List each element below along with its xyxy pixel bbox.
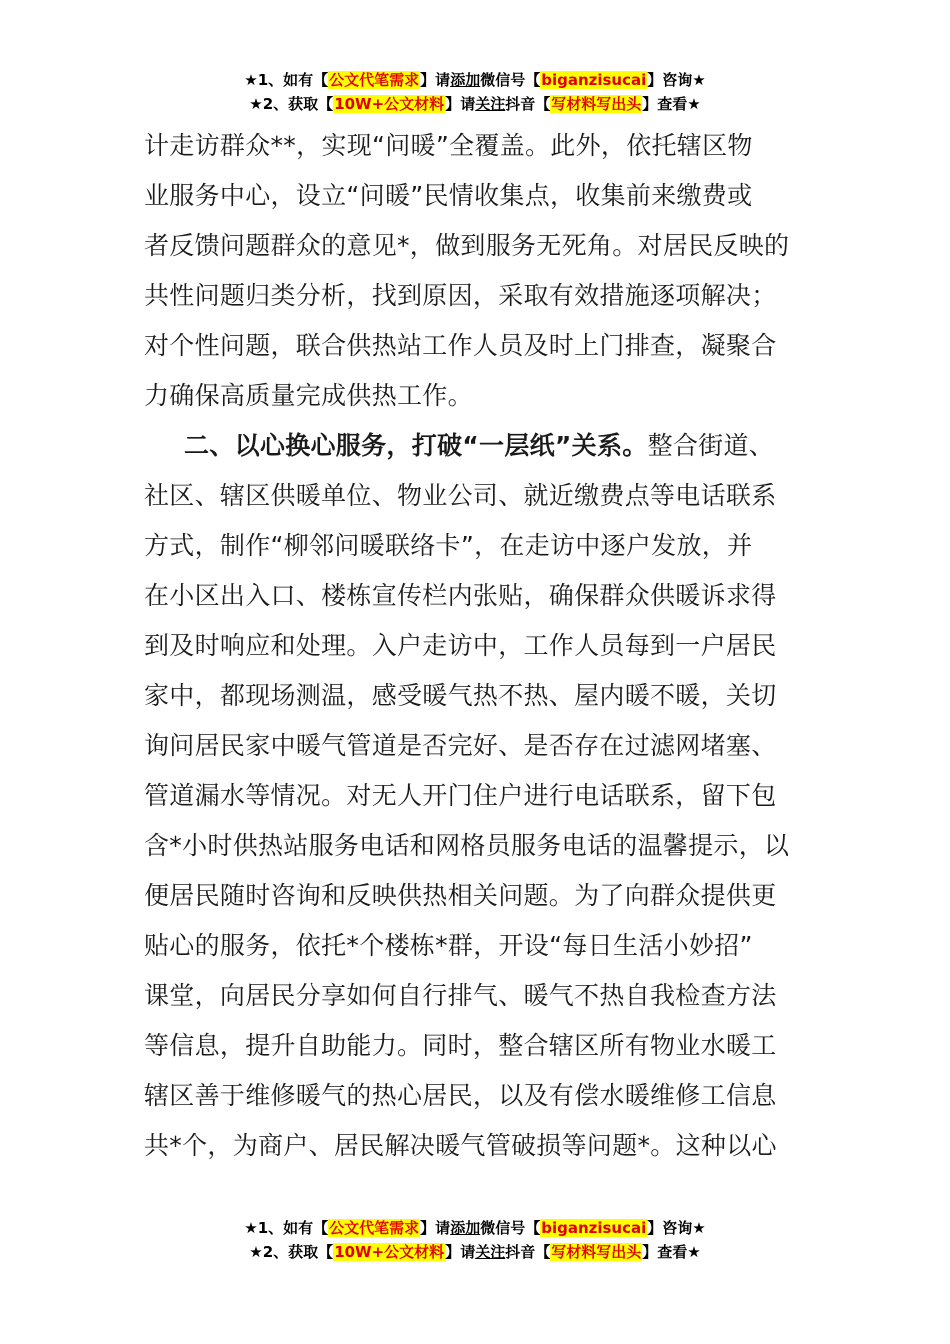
text-line: 询问居民家中暖气管道是否完好、是否存在过滤网堵塞、 [144,731,777,760]
banner-highlight: 公文代笔需求 [329,1219,420,1237]
banner-highlight: 公文代笔需求 [329,71,420,89]
banner-highlight: 10W+公文材料 [334,1243,445,1261]
text-line: 贴心的服务，依托*个楼栋*群，开设“每日生活小妙招” [144,931,753,960]
text-line: 便居民随时咨询和反映供热相关问题。为了向群众提供更 [144,881,777,910]
banner-text: ★1、如有【 [244,1219,329,1237]
banner-text: ★1、如有【 [244,71,329,89]
banner-text: 】咨询★ [647,71,706,89]
text-line: 业服务中心，设立“问暖”民情收集点，收集前来缴费或 [144,181,753,210]
text-line: 辖区善于维修暖气的热心居民，以及有偿水暖维修工信息 [144,1081,777,1110]
banner-text: ★2、获取【 [249,1243,334,1261]
text-line: 共性问题归类分析，找到原因，采取有效措施逐项解决； [144,281,777,310]
text-line: 到及时响应和处理。入户走访中，工作人员每到一户居民 [144,631,777,660]
banner-text: 】请 [445,95,476,113]
banner-underline: 添加 [450,71,481,89]
text-line: 课堂，向居民分享如何自行排气、暖气不热自我检查方法 [144,981,777,1010]
text-line: 含*小时供热站服务电话和网格员服务电话的温馨提示，以 [144,831,790,860]
text-line: 社区、辖区供暖单位、物业公司、就近缴费点等电话联系 [144,481,777,510]
text-line: 家中，都现场测温，感受暖气热不热、屋内暖不暖，关切 [144,681,777,710]
header-banner [0,68,950,116]
text-line: 在小区出入口、楼栋宣传栏内张贴，确保群众供暖诉求得 [144,581,777,610]
banner-line-1 [0,68,950,92]
footer-banner [0,1216,950,1264]
banner-wechat-id: biganzisucai [541,1219,647,1237]
banner-line-2 [0,92,950,116]
text-line: 方式，制作“柳邻问暖联络卡”，在走访中逐户发放，并 [144,531,753,560]
text-line: 者反馈问题群众的意见*，做到服务无死角。对居民反映的 [144,231,790,260]
section-2-text: 整合街道、 [647,431,775,460]
banner-douyin-name: 写材料写出头 [551,95,642,113]
banner-text: 微信号【 [480,1219,541,1237]
section-2-heading: 二、以心换心服务，打破“一层纸”关系。 [184,431,648,460]
banner-text: 】请 [420,71,451,89]
banner-wechat-id: biganzisucai [541,71,647,89]
banner-underline: 关注 [475,95,506,113]
banner-underline: 关注 [475,1243,506,1261]
banner-line-1 [0,1216,950,1240]
banner-text: 】查看★ [642,95,701,113]
text-line: 管道漏水等情况。对无人开门住户进行电话联系，留下包 [144,781,777,810]
banner-underline: 添加 [450,1219,481,1237]
banner-douyin-name: 写材料写出头 [551,1243,642,1261]
text-line: 共*个，为商户、居民解决暖气管破损等问题*。这种以心 [144,1131,777,1160]
banner-text: 抖音【 [505,1243,551,1261]
banner-text: 】请 [445,1243,476,1261]
banner-line-2 [0,1240,950,1264]
banner-text: 抖音【 [505,95,551,113]
text-line: 力确保高质量完成供热工作。 [144,381,473,410]
banner-text: 】查看★ [642,1243,701,1261]
text-line: 等信息，提升自助能力。同时，整合辖区所有物业水暖工 [144,1031,777,1060]
text-line: 对个性问题，联合供热站工作人员及时上门排查，凝聚合 [144,331,777,360]
banner-text: ★2、获取【 [249,95,334,113]
section-2-first-line [144,421,808,471]
document-body [144,121,808,1171]
banner-highlight: 10W+公文材料 [334,95,445,113]
text-line: 计走访群众**，实现“问暖”全覆盖。此外，依托辖区物 [144,131,753,160]
banner-text: 微信号【 [480,71,541,89]
banner-text: 】请 [420,1219,451,1237]
banner-text: 】咨询★ [647,1219,706,1237]
